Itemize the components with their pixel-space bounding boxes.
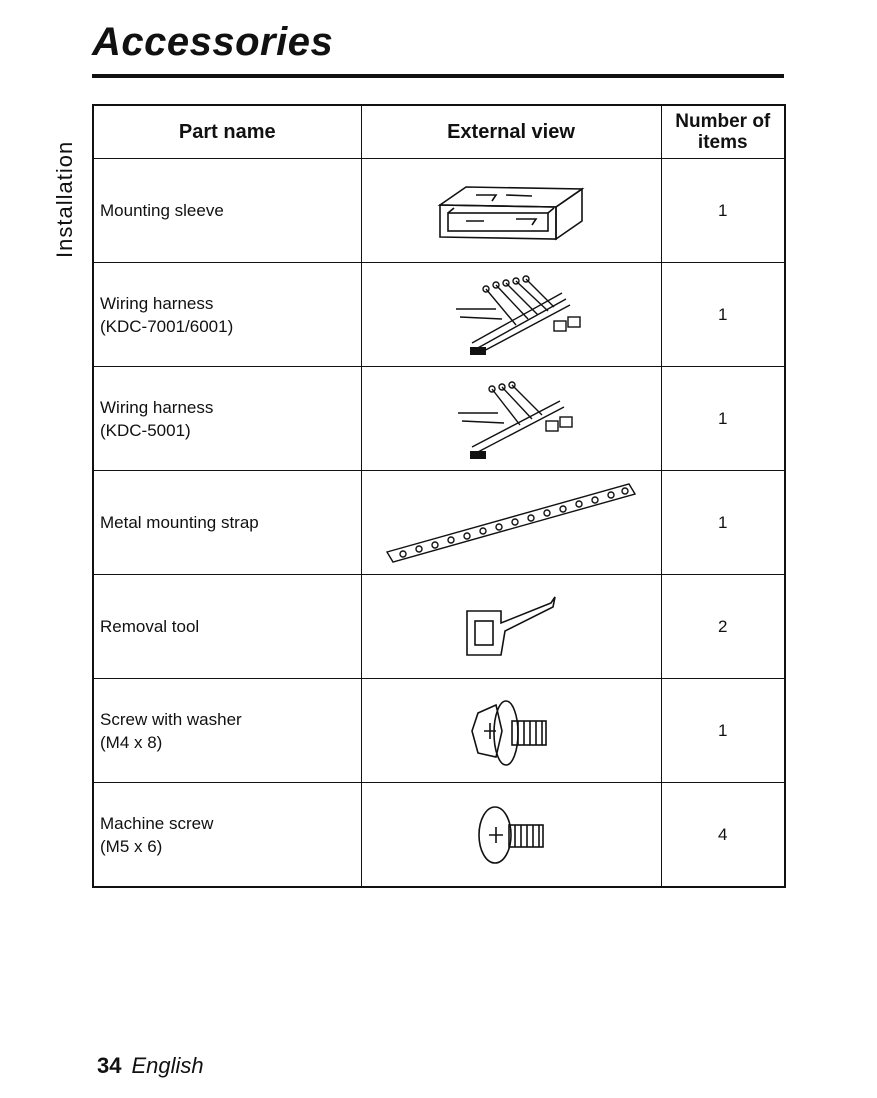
header-count-line1: Number of [675,111,771,132]
page-footer [97,1053,204,1079]
table-header-row [93,105,785,159]
external-view-cell [361,263,661,367]
external-view-cell [361,679,661,783]
accessories-table [92,104,786,888]
part-name-cell [93,575,361,679]
part-name-cell [93,783,361,888]
page-title: Accessories [92,20,334,64]
part-name-cell [93,679,361,783]
item-count: 1 [661,471,785,575]
header-count-line2: items [697,132,748,153]
part-name: Screw with washer [100,709,242,729]
part-name-cell [93,159,361,263]
wiring-harness-icon [436,373,586,465]
page-language: English [131,1053,204,1078]
item-count: 2 [661,575,785,679]
wiring-harness-icon [436,269,586,361]
header-part-name: Part name [93,105,361,159]
page-number: 34 [97,1053,122,1078]
part-name: Wiring harness [100,293,214,313]
part-name: Mounting sleeve [100,201,224,220]
table-row [93,575,785,679]
screw-with-washer-icon [456,691,566,771]
part-name: Metal mounting strap [100,513,259,532]
part-name-cell [93,367,361,471]
mounting-strap-icon [381,478,641,568]
external-view-cell [361,367,661,471]
item-count: 4 [661,783,785,888]
item-count: 1 [661,263,785,367]
table-row [93,263,785,367]
item-count: 1 [661,367,785,471]
part-size: (M5 x 6) [100,836,163,856]
table-row [93,159,785,263]
table-row [93,783,785,888]
external-view-cell [361,783,661,888]
header-external-view: External view [361,105,661,159]
external-view-cell [361,575,661,679]
part-name: Machine screw [100,813,214,833]
table-row [93,367,785,471]
external-view-cell [361,159,661,263]
table-row [93,679,785,783]
part-model: (KDC-5001) [100,420,191,440]
part-name: Wiring harness [100,397,214,417]
part-name: Removal tool [100,617,200,636]
header-number-of-items [661,105,785,159]
table-row [93,471,785,575]
part-name-cell [93,471,361,575]
external-view-cell [361,471,661,575]
mounting-sleeve-icon [436,175,586,247]
part-size: (M4 x 8) [100,732,163,752]
item-count: 1 [661,159,785,263]
title-rule [92,74,784,78]
part-model: (KDC-7001/6001) [100,316,234,336]
part-name-cell [93,263,361,367]
machine-screw-icon [461,797,561,873]
removal-tool-icon [451,587,571,667]
item-count: 1 [661,679,785,783]
section-side-label: Installation [52,140,77,258]
